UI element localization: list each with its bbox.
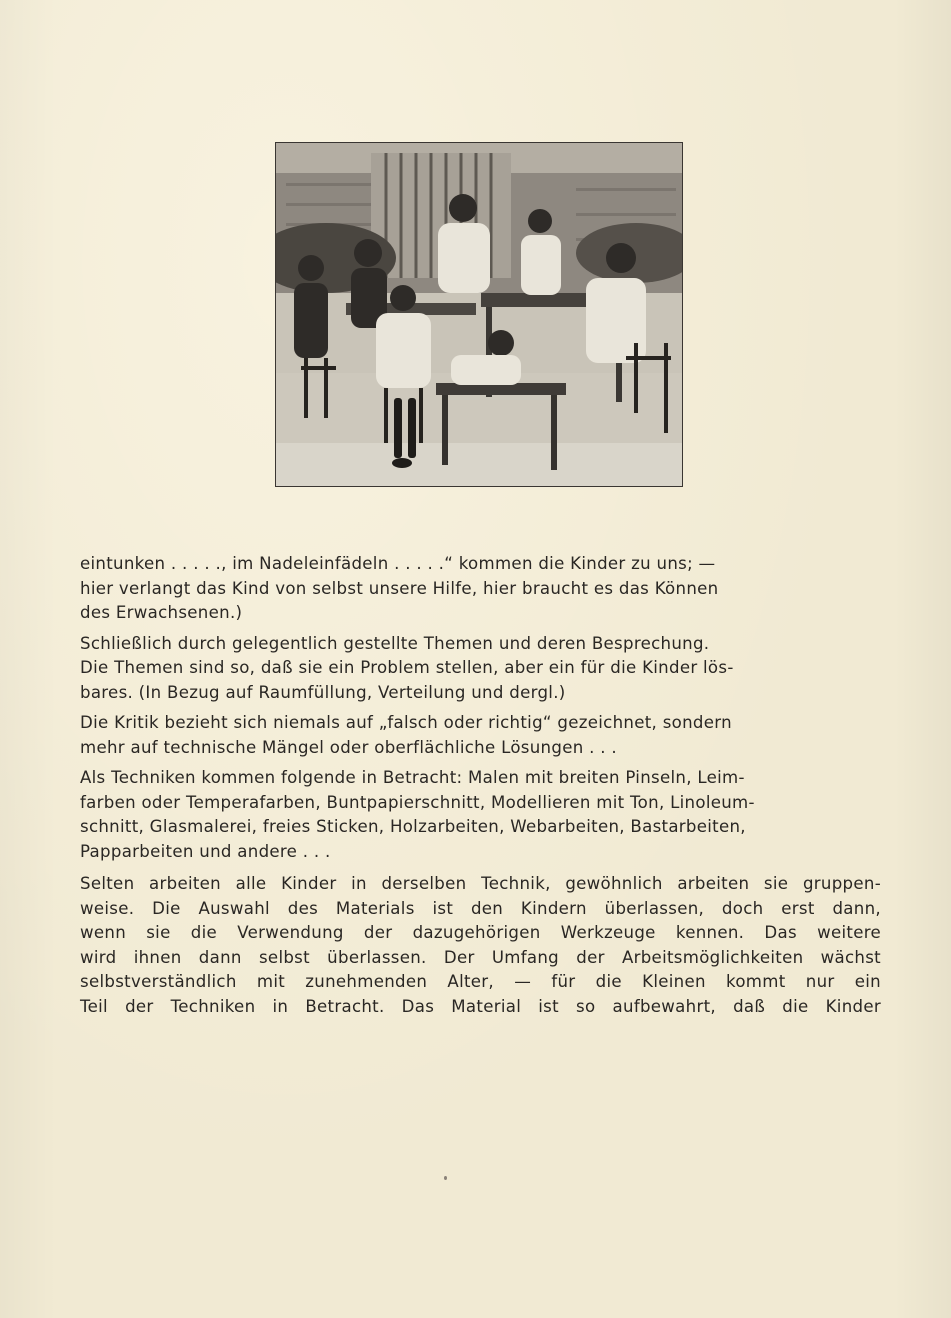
text-line: weise. Die Auswahl des Materials ist den Kindern überlassen, doch erst dann, [80, 898, 881, 918]
photo-children-crafting [276, 143, 682, 486]
text-line: selbstverständlich mit zunehmenden Alter, — für die Kleinen kommt nur ein [80, 972, 881, 991]
text-line: eintunken . . . . ., im Nadeleinfädeln . . . . .“ kommen die Kinder zu uns; — [80, 554, 716, 573]
text-line: Die Themen sind so, daß sie ein Problem stellen, aber ein für die Kinder lös- [80, 658, 734, 677]
text-line: bares. (In Bezug auf Raumfüllung, Verteilung und dergl.) [80, 682, 566, 702]
text-line: Die Kritik bezieht sich niemals auf „falsch oder richtig“ gezeichnet, sondern [80, 713, 732, 732]
text-line: Papparbeiten und andere . . . [80, 841, 331, 861]
body-text [80, 552, 881, 1019]
text-line: farben oder Temperafarben, Buntpapierschnitt, Modellieren mit Ton, Linoleum- [80, 792, 755, 812]
text-line: schnitt, Glasmalerei, freies Sticken, Holzarbeiten, Webarbeiten, Bastarbeiten, [80, 817, 746, 836]
paragraph-4 [80, 711, 881, 760]
text-line: Schließlich durch gelegentlich gestellte Themen und deren Besprechung. [80, 633, 710, 653]
paragraph-6 [80, 872, 881, 1019]
paragraph-5 [80, 766, 881, 864]
text-line: Als Techniken kommen folgende in Betracht: Malen mit breiten Pinseln, Leim- [80, 768, 745, 787]
text-line: des Erwachsenen.) [80, 603, 243, 622]
text-line: hier verlangt das Kind von selbst unsere Hilfe, hier braucht es das Können [80, 578, 719, 598]
paragraph-2 [80, 632, 881, 657]
paragraph-3 [80, 656, 881, 705]
text-line: mehr auf technische Mängel oder oberflächliche Lösungen . . . [80, 737, 617, 757]
paper-speck [444, 1176, 447, 1180]
text-line: Selten arbeiten alle Kinder in derselben Technik, gewöhnlich arbeiten sie gruppen- [80, 874, 881, 893]
text-line: Teil der Techniken in Betracht. Das Material ist so aufbewahrt, daß die Kinder [80, 996, 881, 1016]
paragraph-1 [80, 552, 881, 626]
photograph [276, 143, 682, 486]
text-line: wenn sie die Verwendung der dazugehörigen Werkzeuge kennen. Das weitere [80, 923, 881, 942]
text-line: wird ihnen dann selbst überlassen. Der Umfang der Arbeitsmöglichkeiten wächst [80, 947, 881, 967]
